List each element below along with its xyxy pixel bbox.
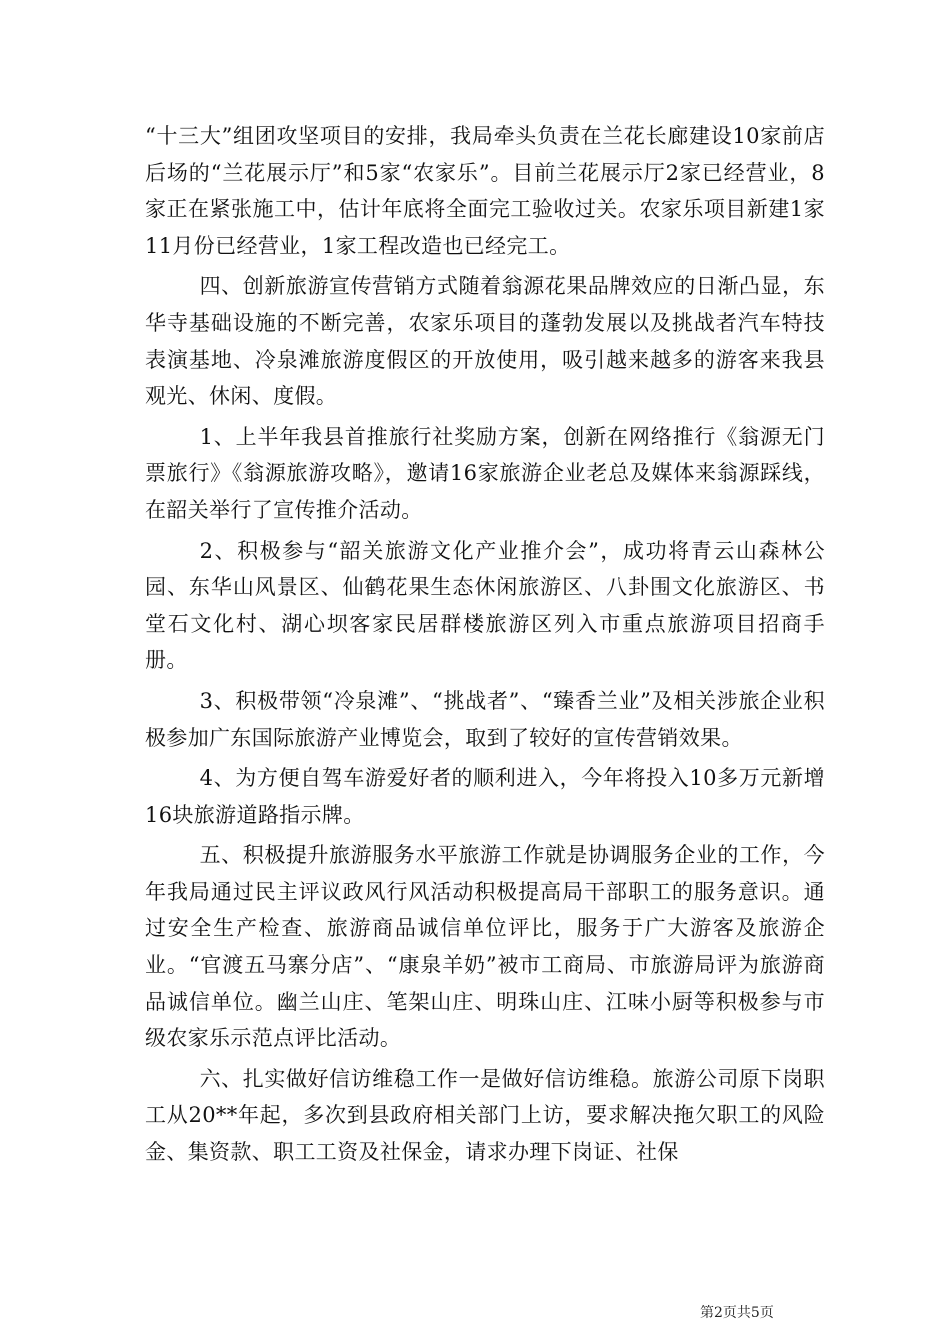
paragraph-item-3: 3、积极带领“冷泉滩”、“挑战者”、“臻香兰业”及相关涉旅企业积极参加广东国际旅游产业博览会，取到了较好的宣传营销效果。 (145, 688, 825, 750)
paragraph-item-2: 2、积极参与“韶关旅游文化产业推介会”，成功将青云山森林公园、东华山风景区、仙鹤花果生态休闲旅游区、八卦围文化旅游区、书堂石文化村、湖心坝客家民居群楼旅游区列入市重点旅游项目招商手册。 (145, 538, 825, 673)
paragraph-section-4: 四、创新旅游宣传营销方式随着翁源花果品牌效应的日渐凸显，东华寺基础设施的不断完善，农家乐项目的蓬勃发展以及挑战者汽车特技表演基地、冷泉滩旅游度假区的开放使用，吸引越来越多的游客来我县观光、休闲、度假。 (145, 274, 825, 409)
paragraph-item-4: 4、为方便自驾车游爱好者的顺利进入，今年将投入10多万元新增16块旅游道路指示牌。 (145, 766, 825, 827)
paragraph-continuation: “十三大”组团攻坚项目的安排，我局牵头负责在兰花长廊建设10家前店后场的“兰花展示厅”和5家“农家乐”。目前兰花展示厅2家已经营业，8家正在紧张施工中，估计年底将全面完工验收过关。农家乐项目新建1家11月份已经营业，1家工程改造也已经完工。 (145, 124, 825, 258)
page-number: 第2页共5页 (700, 1305, 774, 1321)
paragraph-section-5: 五、积极提升旅游服务水平旅游工作就是协调服务企业的工作，今年我局通过民主评议政风行风活动积极提高局干部职工的服务意识。通过安全生产检查、旅游商品诚信单位评比，服务于广大游客及旅游企业。“官渡五马寨分店”、“康泉羊奶”被市工商局、市旅游局评为旅游商品诚信单位。幽兰山庄、笔架山庄、明珠山庄、江味小厨等积极参与市级农家乐示范点评比活动。 (145, 843, 825, 1051)
paragraph-item-1: 1、上半年我县首推旅行社奖励方案，创新在网络推行《翁源无门票旅行》《翁源旅游攻略》，邀请16家旅游企业老总及媒体来翁源踩线，在韶关举行了宣传推介活动。 (145, 424, 825, 522)
paragraph-section-6: 六、扎实做好信访维稳工作一是做好信访维稳。旅游公司原下岗职工从20**年起，多次到县政府相关部门上访，要求解决拖欠职工的风险金、集资款、职工工资及社保金，请求办理下岗证、社保 (145, 1066, 825, 1165)
document-body (145, 118, 825, 1171)
